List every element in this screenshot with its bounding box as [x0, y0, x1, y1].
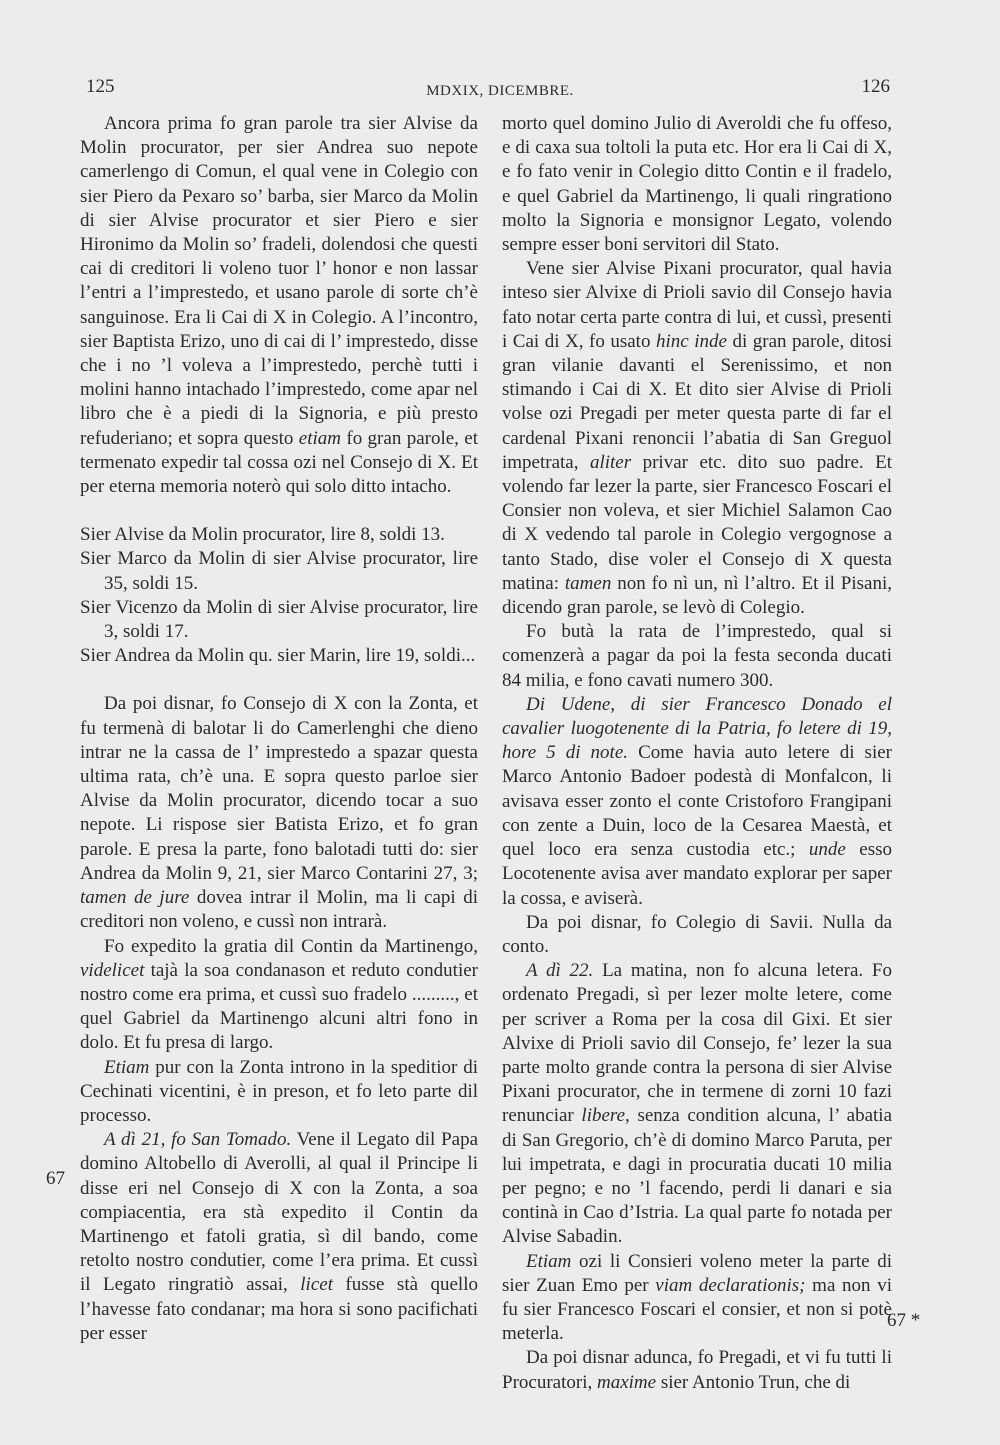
- paragraph: [80, 1056, 478, 1129]
- paragraph-text: Come havia auto letere di sier Marco Antonio Badoer podestà di Monfalcon, li avisava esser zonto el conte Cristoforo Frangipani con zente a Duin, loco de la Cesarea Maestà, et quel loco era senza custodia etc.;: [502, 742, 892, 861]
- paragraph: [502, 257, 892, 620]
- paragraph: Da poi disnar, fo Colegio di Savii. Nulla da conto.: [502, 911, 892, 957]
- paragraph-text: sier Antonio Trun, che di: [656, 1371, 851, 1393]
- italic-text: licet: [300, 1274, 333, 1296]
- paragraph: [502, 1346, 892, 1394]
- paragraph: [502, 1250, 892, 1347]
- italic-text: tamen de jure: [80, 887, 190, 909]
- list-item: Sier Vicenzo da Molin di sier Alvise procurator, lire 3, soldi 17.: [80, 596, 478, 643]
- page-number-left: 125: [86, 76, 115, 97]
- left-column: [80, 112, 478, 1346]
- italic-text: maxime: [596, 1371, 657, 1393]
- italic-text: hinc inde: [655, 330, 727, 352]
- paragraph-text: Fo expedito la gratia dil Contin da Martinengo,: [104, 935, 478, 957]
- italic-text: Etiam: [104, 1056, 150, 1078]
- paragraph-text: , senza condition alcuna, l’ abatia di San Gregorio, ch’è di domino Marco Paruta, per lui impetrata, e dagi in procuratia ducati 10 milia per pegno; e no ’l facendo, perdi li danari e sia continà in Cao d’Istria. La qual parte fo notada per Alvise Sabadin.: [502, 1105, 893, 1248]
- right-column: [502, 112, 892, 1395]
- italic-text: unde: [808, 839, 846, 861]
- list-item: Sier Alvise da Molin procurator, lire 8, soldi 13.: [80, 524, 445, 546]
- paragraph-text: dovea intrar il Molin, ma li capi di creditori non voleno, e cussì non intrarà.: [80, 887, 478, 933]
- paragraph: Fo butà la rata de l’imprestedo, qual si comenzerà a pagar da poi la festa seconda ducati 84 milia, e fono cavati numero 300.: [502, 621, 892, 691]
- paragraph-text: La matina, non fo alcuna letera. Fo ordenato Pregadi, sì per lezer molte letere, come per scriver a Roma per la cosa dil Gixi. Et sier Alvixe di Prioli savio dil Consejo, fe’ lezer la sua parte molto grande contra la persona di sier Alvise Pixani procurator, che in termene di zorni 10 fazi renunciar: [502, 960, 892, 1127]
- running-title: MDXIX, DICEMBRE.: [426, 83, 574, 99]
- paragraph-text: ma non vi fu sier Francesco Foscari el consier, et non si potè meterla.: [502, 1274, 892, 1345]
- paragraph: [80, 112, 478, 499]
- paragraph: morto quel domino Julio di Averoldi che fu offeso, e di caxa sua toltoli la puta etc. Hor era li Cai di X, e fo fato venir in Colegio ditto Contin e il fradelo, e quel Gabriel da Martinengo, li quali ringrationo molto la Signoria e monsignor Legato, volendo sempre esser boni servitori dil Stato.: [502, 113, 892, 256]
- italic-text: libere: [581, 1105, 626, 1127]
- page-number-right: 126: [861, 76, 890, 97]
- paragraph-text: esso Locotenente avisa aver mandato explorar per saper la cossa, e aviserà.: [502, 839, 892, 909]
- paragraph: [80, 935, 478, 1056]
- paragraph-text: Da poi disnar, fo Consejo di X con la Zonta, et fu termenà di balotar li do Camerlenghi che dieno intrar ne la cassa de l’ imprestedo a spazar questa ultima rata, ch’è una. E sopra questo parloe sier Alvise da Molin procurator, dicendo tocar a suo nepote. Li rispose sier Batista Erizo, et fo gran parole. E presa la parte, fono balotadi tutti do: sier Andrea da Molin 9, 21, sier Marco Contarini 27, 3;: [80, 693, 478, 884]
- margin-note-right: 67 *: [887, 1310, 921, 1331]
- italic-text: etiam: [298, 427, 341, 449]
- italic-text: viam declarationis;: [655, 1274, 806, 1296]
- paragraph-text: di gran parole, ditosi gran vilanie davanti el Serenissimo, et non stimando i Cai di X. Et dito sier Alvise di Prioli volse ozi Pregadi per meter questa parte di far el cardenal Pixani renoncii l’abatia di San Greguol impetrata,: [502, 330, 892, 473]
- italic-text: A dì 22.: [526, 960, 594, 982]
- paragraph: [502, 959, 892, 1249]
- paragraph-text: Vene il Legato dil Papa domino Altobello di Averolli, al qual il Principe li disse eri nel Consejo di X con la Zonta, a soa compiacentia, era stà expedito il Contin da Martinengo et fatoli gratia, sì dil bando, come retolto nostro condutier, come l’era prima. Et cussì il Legato ringratiò assai,: [80, 1129, 479, 1296]
- italic-text: videlicet: [80, 959, 145, 981]
- italic-text: A dì 21, fo San Tomado.: [104, 1129, 292, 1151]
- list-item: Sier Andrea da Molin qu. sier Marin, lire 19, soldi...: [80, 645, 476, 667]
- paragraph-text: ozi li Consieri voleno meter la parte di sier Zuan Emo per: [502, 1250, 892, 1296]
- italic-text: aliter: [589, 451, 632, 473]
- paragraph-text: fo gran parole, et termenato expedir tal cossa ozi nel Consejo di X. Et per eterna memoria noterò qui solo ditto intacho.: [80, 427, 478, 498]
- paragraph-text: non fo nì un, nì l’altro. Et il Pisani, dicendo gran parole, se levò di Colegio.: [502, 572, 893, 619]
- paragraph-text: tajà la soa condanason et reduto condutier nostro come era prima, et cussì suo fradelo ........., et quel Gabriel da Martinengo alcuni altri fono in dolo. Et fu presa di largo.: [80, 959, 478, 1054]
- paragraph-text: fusse stà quello l’havesse fato condanar; ma hora si sono pacifichati per esser: [80, 1274, 478, 1344]
- italic-text: Etiam: [526, 1250, 572, 1272]
- italic-text: Di Udene, di sier Francesco Donado el cavalier luogotenente di la Patria, fo letere di 19, hore 5 di note.: [502, 693, 892, 764]
- paragraph-text: privar etc. dito suo padre. Et volendo far lezer la parte, sier Francesco Foscari el Consier non voleva, et sier Michiel Salamon Cao di X vedendo tal parole in Colegio vergognose a tanto Stado, dise voler el Consejo di X questa matina:: [502, 451, 892, 594]
- paragraph: [80, 692, 478, 934]
- paragraph-text: Ancora prima fo gran parole tra sier Alvise da Molin procurator, per sier Andrea suo nepote camerlengo di Comun, el qual vene in Colegio con sier Piero da Pexaro so’ barba, sier Marco da Molin di sier Alvise procurator et sier Piero e sier Hironimo da Molin so’ fradeli, dolendosi che questi cai di creditori li voleno tuor l’ honor e non lassar l’entri a l’imprestedo, et usano parole di sorte ch’è sanguinose. Era li Cai di X in Colegio. A l’incontro, sier Baptista Erizo, uno di cai di l’ imprestedo, disse che i no ’l voleva a l’imprestedo, perchè tutti i molini hanno intachado l’imprestedo, come apar nel libro che è a piedi di la Signoria, e più presto refuderiano; et sopra questo: [80, 113, 478, 449]
- paragraph-text: Da poi disnar adunca, fo Pregadi, et vi fu tutti li Procuratori,: [502, 1347, 892, 1393]
- paragraph: [502, 693, 892, 911]
- list-item: Sier Marco da Molin di sier Alvise procurator, lire 35, soldi 15.: [80, 548, 478, 594]
- margin-note-left: 67: [46, 1168, 65, 1189]
- paragraph: [80, 1128, 478, 1346]
- italic-text: tamen: [564, 572, 612, 594]
- paragraph-text: Vene sier Alvise Pixani procurator, qual havia inteso sier Alvixe di Prioli savio dil Consejo havia fato notar certa parte contra di lui, et cussì, presenti i Cai di X, fo usato: [502, 258, 892, 352]
- paragraph-text: pur con la Zonta introno in la speditior di Cechinati vicentini, è in preson, et fo leto parte dil processo.: [80, 1056, 478, 1126]
